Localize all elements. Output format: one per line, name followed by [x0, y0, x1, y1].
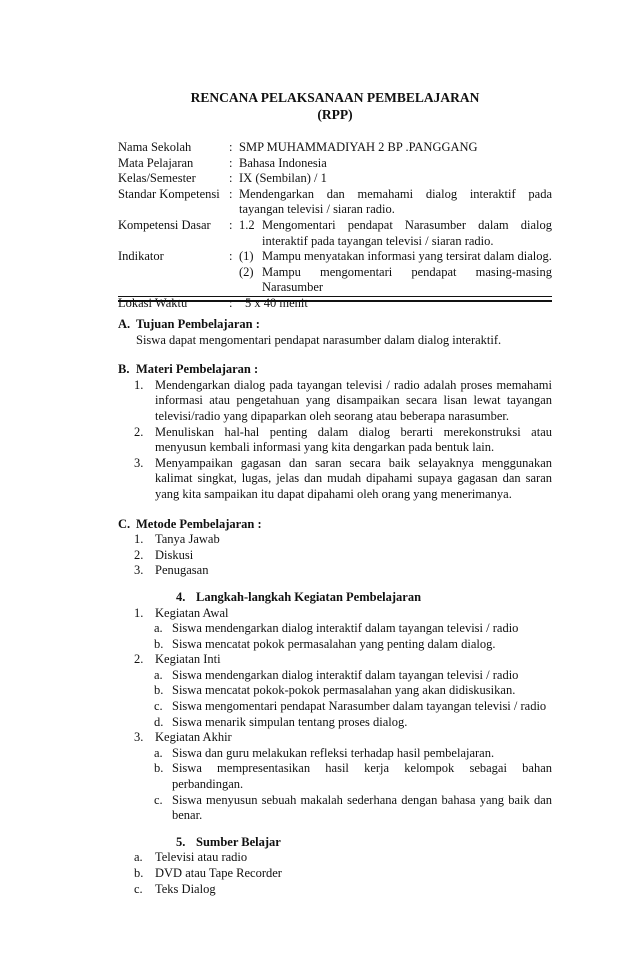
subsection-heading: 4. Langkah-langkah Kegiatan Pembelajaran [176, 589, 422, 604]
divider-thick [118, 300, 552, 302]
identity-table [118, 140, 552, 312]
list-item: c. Siswa mengomentari pendapat Narasumber dalam tayangan televisi / radio [154, 699, 547, 714]
list-item: b. DVD atau Tape Recorder [134, 866, 282, 880]
indikator-item [239, 265, 552, 296]
indikator-text: Mampu menyatakan informasi yang tersirat dalam dialog. [262, 249, 552, 264]
list-item: a. Siswa mendengarkan dialog interaktif dalam tayangan televisi / radio [154, 621, 519, 636]
list-item: 2. Menuliskan hal-hal penting dalam dialog berarti merekonstruksi atau menyusun kembali informasi yang kita dengarkan pada bentuk lain. [134, 424, 552, 455]
indikator-item [239, 249, 552, 265]
info-row-nama-sekolah [118, 140, 552, 156]
info-label: Kelas/Semester [118, 171, 196, 186]
info-value: Bahasa Indonesia [239, 155, 327, 170]
list-item: a. Siswa dan guru melakukan refleksi terhadap hasil pembelajaran. [154, 745, 495, 760]
info-label: Nama Sekolah [118, 140, 192, 154]
info-row-standar-kompetensi [118, 187, 552, 218]
info-value-line: Mendengarkan dan memahami dialog interaktif pada [239, 186, 552, 201]
info-value-line: tayangan televisi / siaran radio. [239, 202, 395, 217]
subsection-heading: 5. Sumber Belajar [176, 834, 281, 849]
activity-group: 2. Kegiatan Inti [134, 652, 221, 667]
section-heading: C. Metode Pembelajaran : [118, 516, 262, 531]
divider-thin [118, 296, 552, 297]
indikator-number: (1) [239, 249, 254, 264]
list-item: 1. Tanya Jawab [134, 532, 220, 547]
info-value: 5 x 40 menit [245, 295, 308, 310]
list-item: 3. Penugasan [134, 563, 209, 578]
list-item: c. Teks Dialog [134, 881, 216, 896]
info-label: Indikator [118, 249, 164, 264]
indikator-text: Narasumber [262, 280, 324, 295]
info-colon: : [229, 171, 233, 186]
info-colon: : [229, 186, 233, 201]
list-item: 1. Mendengarkan dialog pada tayangan televisi / radio adalah proses memahami informasi atau pengetahuan yang disampaikan secara lisan lewat tayangan televisi/radio yang dipaparkan oleh seorang atau beberapa narasumber. [134, 377, 552, 423]
list-item: b. Siswa mencatat pokok-pokok permasalahan yang akan didiskusikan. [154, 683, 516, 698]
document-body [118, 317, 552, 897]
list-item: a. Siswa mendengarkan dialog interaktif dalam tayangan televisi / radio [154, 667, 519, 682]
activity-group: 3. Kegiatan Akhir [134, 730, 232, 745]
list-item: 3. Menyampaikan gagasan dan saran secara baik selayaknya menggunakan kalimat singkat, lugas, jelas dan mudah dipahami supaya gagasan dan saran yang kita sampaikan itu dapat dipahami oleh orang yang menerimanya. [134, 455, 552, 501]
info-label: Lokasi Waktu [118, 295, 188, 310]
indikator-number: (2) [239, 264, 254, 279]
list-item: 2. Diskusi [134, 547, 194, 562]
info-colon: : [229, 295, 233, 310]
info-label: Standar Kompetensi [118, 186, 220, 201]
list-item: d. Siswa menarik simpulan tentang proses dialog. [154, 714, 408, 729]
info-colon: : [229, 140, 233, 154]
document-subtitle: (RPP) [317, 107, 353, 122]
section-text: Siswa dapat mengomentari pendapat narasumber dalam dialog interaktif. [136, 332, 502, 347]
info-row-kelas-semester [118, 171, 552, 187]
info-value-line: Mengomentari pendapat Narasumber dalam dialog [262, 217, 552, 232]
info-colon: : [229, 217, 233, 232]
indikator-text: Mampu mengomentari pendapat masing-masing [262, 264, 552, 279]
list-item: b. Siswa mempresentasikan hasil kerja kelompok sebagai bahan perbandingan. [154, 761, 552, 792]
info-label: Mata Pelajaran [118, 155, 194, 170]
section-heading: B. Materi Pembelajaran : [118, 362, 259, 377]
info-value-line: interaktif pada tayangan televisi / siaran radio. [262, 233, 494, 248]
info-row-indikator [118, 249, 552, 296]
document-title: RENCANA PELAKSANAAN PEMBELAJARAN [190, 90, 480, 105]
kd-number: 1.2 [239, 217, 255, 232]
activity-group: 1. Kegiatan Awal [134, 605, 229, 620]
list-item: a. Televisi atau radio [134, 850, 248, 865]
info-colon: : [229, 155, 233, 170]
info-label: Kompetensi Dasar [118, 217, 211, 232]
info-row-kompetensi-dasar [118, 218, 552, 249]
list-item: c. Siswa menyusun sebuah makalah sederhana dengan bahasa yang baik dan benar. [154, 792, 552, 823]
info-value: IX (Sembilan) / 1 [239, 171, 327, 186]
list-item: b. Siswa mencatat pokok permasalahan yang penting dalam dialog. [154, 636, 496, 651]
info-colon: : [229, 249, 233, 264]
info-value: SMP MUHAMMADIYAH 2 BP .PANGGANG [239, 140, 478, 154]
info-row-mata-pelajaran [118, 156, 552, 172]
section-heading: A. Tujuan Pembelajaran : [118, 317, 260, 331]
info-row-lokasi-waktu [118, 296, 552, 312]
